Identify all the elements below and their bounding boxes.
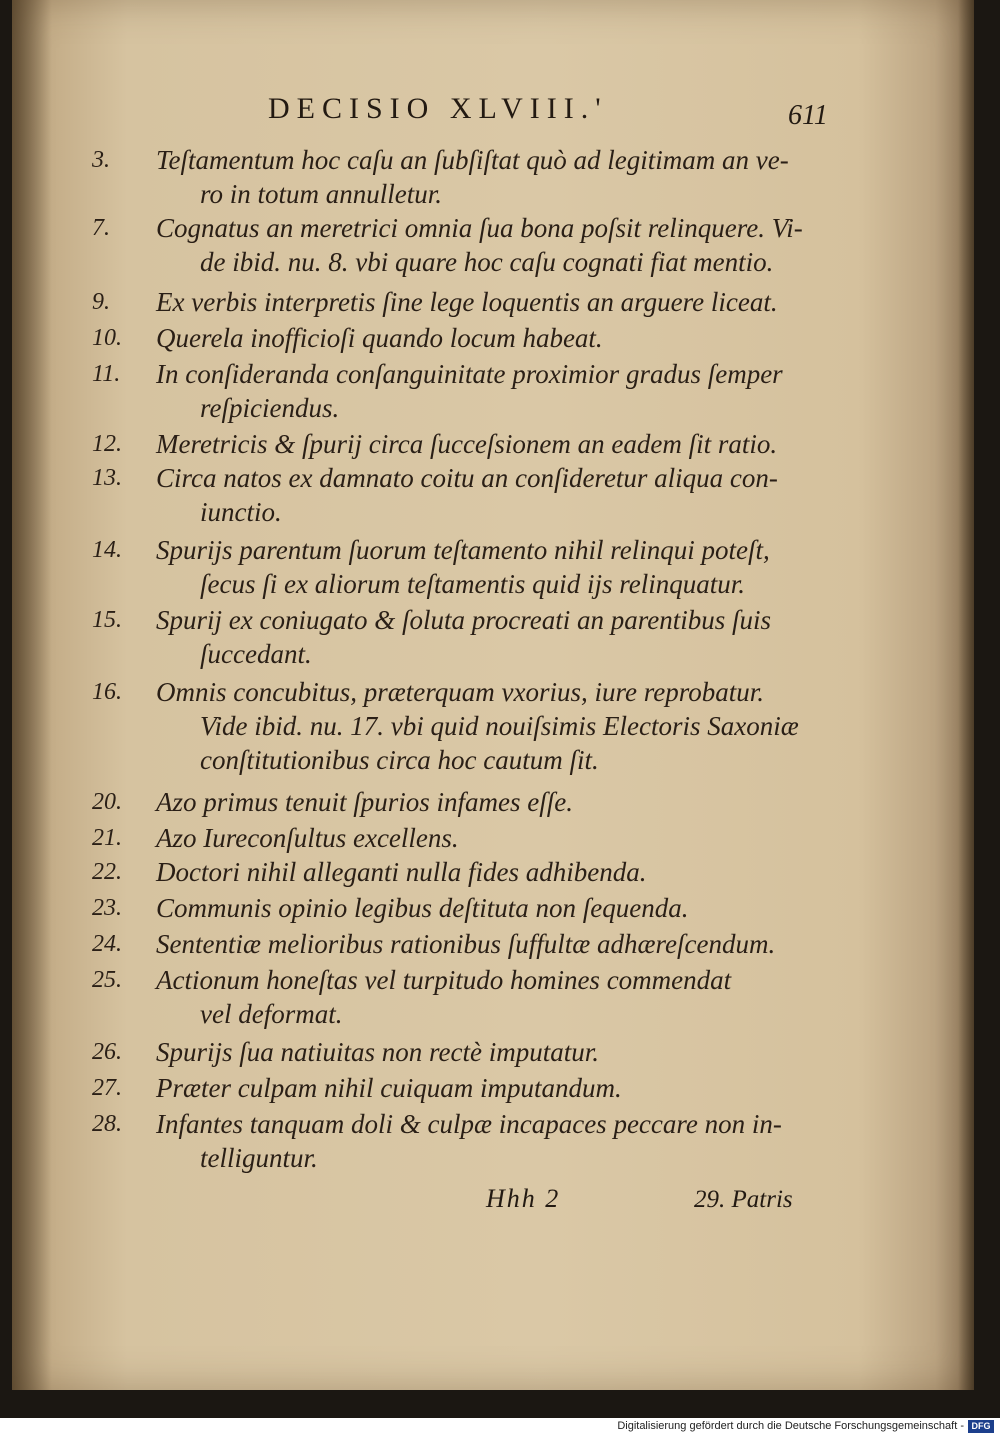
item-number: 9. <box>92 289 110 315</box>
item-number: 23. <box>92 895 122 921</box>
item-number: 10. <box>92 325 122 351</box>
item-text-line: de ibid. nu. 8. vbi quare hoc caſu cognati fiat mentio. <box>200 247 774 277</box>
item-text-line: telliguntur. <box>200 1143 318 1173</box>
page-number: 611 <box>788 100 828 131</box>
item-text-line: conſtitutionibus circa hoc cautum ſit. <box>200 745 599 775</box>
item-text-line: iunctio. <box>200 497 282 527</box>
item-text-line: Doctori nihil alleganti nulla fides adhibenda. <box>156 857 647 887</box>
item-text-line: ſecus ſi ex aliorum teſtamentis quid ijs relinquatur. <box>200 569 745 599</box>
item-text-line: Infantes tanquam doli & culpæ incapaces peccare non in- <box>156 1109 782 1139</box>
dfg-logo: DFG <box>968 1420 994 1433</box>
item-text-line: Meretricis & ſpurij circa ſucceſsionem an eadem ſit ratio. <box>156 429 778 459</box>
item-number: 15. <box>92 607 122 633</box>
digitization-credit: Digitalisierung gefördert durch die Deutsche Forschungsgemeinschaft - <box>617 1420 964 1432</box>
item-text-line: Azo Iureconſultus excellens. <box>156 823 459 853</box>
item-text-line: Spurij ex coniugato & ſoluta procreati an parentibus ſuis <box>156 605 771 635</box>
signature-mark: Hhh 2 <box>486 1184 561 1213</box>
item-text-line: Spurijs parentum ſuorum teſtamento nihil relinqui poteſt, <box>156 535 770 565</box>
page-gutter-shadow <box>12 0 52 1390</box>
item-text-line: ro in totum annulletur. <box>200 179 443 209</box>
item-text-line: Vide ibid. nu. 17. vbi quid nouiſsimis Electoris Saxoniæ <box>200 711 799 741</box>
item-text-line: Communis opinio legibus deſtituta non ſequenda. <box>156 893 689 923</box>
running-head: DECISIO XLVIII.' <box>268 92 608 125</box>
item-text-line: ſuccedant. <box>200 639 312 669</box>
item-text-line: Sententiæ melioribus rationibus ſuffultæ adhæreſcendum. <box>156 929 776 959</box>
item-number: 7. <box>92 215 110 241</box>
item-number: 14. <box>92 537 122 563</box>
item-text-line: vel deformat. <box>200 999 343 1029</box>
item-text-line: reſpiciendus. <box>200 393 340 423</box>
item-text-line: In conſideranda conſanguinitate proximior gradus ſemper <box>156 359 783 389</box>
item-number: 13. <box>92 465 122 491</box>
item-text-line: Circa natos ex damnato coitu an conſideretur aliqua con- <box>156 463 778 493</box>
item-number: 26. <box>92 1039 122 1065</box>
item-number: 24. <box>92 931 122 957</box>
item-number: 20. <box>92 789 122 815</box>
item-number: 11. <box>92 361 121 387</box>
item-number: 28. <box>92 1111 122 1137</box>
item-text-line: Azo primus tenuit ſpurios infames eſſe. <box>156 787 573 817</box>
item-text-line: Actionum honeſtas vel turpitudo homines commendat <box>156 965 732 995</box>
item-text-line: Spurijs ſua natiuitas non rectè imputatur. <box>156 1037 600 1067</box>
item-number: 16. <box>92 679 122 705</box>
item-number: 25. <box>92 967 122 993</box>
catchword: 29. Patris <box>694 1186 793 1213</box>
item-number: 22. <box>92 859 122 885</box>
item-text-line: Omnis concubitus, præterquam vxorius, iure reprobatur. <box>156 677 764 707</box>
item-text-line: Teſtamentum hoc caſu an ſubſiſtat quò ad legitimam an ve- <box>156 145 789 175</box>
page-edge-shadow <box>958 0 974 1390</box>
item-number: 27. <box>92 1075 122 1101</box>
item-number: 12. <box>92 431 122 457</box>
item-number: 21. <box>92 825 122 851</box>
item-text-line: Ex verbis interpretis ſine lege loquentis an arguere liceat. <box>156 287 778 317</box>
item-text-line: Præter culpam nihil cuiquam imputandum. <box>156 1073 622 1103</box>
item-text-line: Querela inofficioſi quando locum habeat. <box>156 323 603 353</box>
item-text-line: Cognatus an meretrici omnia ſua bona poſsit relinquere. Vi- <box>156 213 803 243</box>
item-number: 3. <box>92 147 110 173</box>
